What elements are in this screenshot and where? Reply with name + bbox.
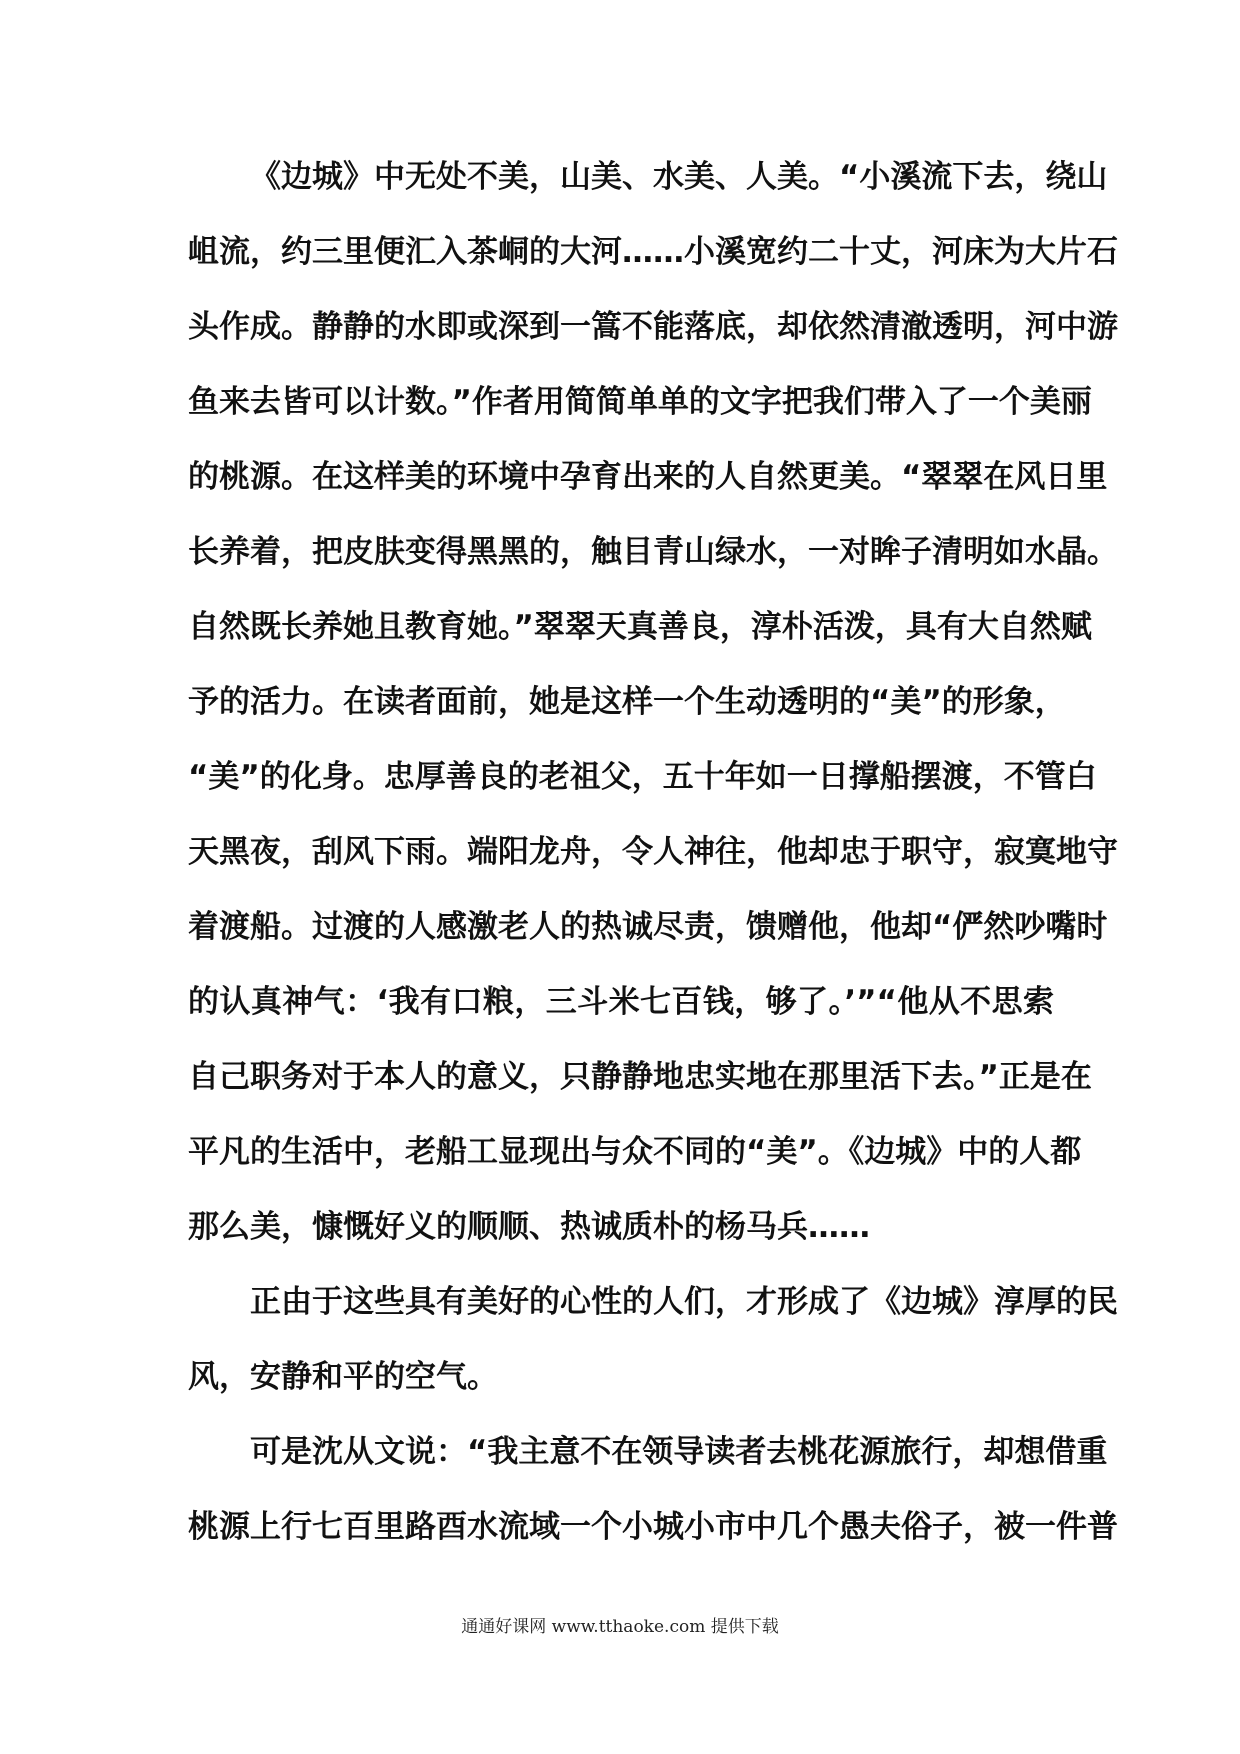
text-line: 天黑夜，刮风下雨。端阳龙舟，令人神往，他却忠于职守，寂寞地守 (188, 834, 1118, 870)
body-text (188, 150, 1118, 1575)
text-line: 风，安静和平的空气。 (188, 1359, 498, 1395)
text-line: 鱼来去皆可以计数。”作者用简简单单的文字把我们带入了一个美丽 (188, 384, 1092, 420)
text-line: 那么美，慷慨好义的顺顺、热诚质朴的杨马兵…… (188, 1209, 870, 1245)
text-line: 自然既长养她且教育她。”翠翠天真善良，淳朴活泼，具有大自然赋 (188, 609, 1092, 645)
text-line: 头作成。静静的水即或深到一篙不能落底，却依然清澈透明，河中游 (188, 309, 1118, 345)
text-line: 桃源上行七百里路酉水流域一个小城小市中几个愚夫俗子，被一件普 (188, 1509, 1118, 1545)
text-line: 可是沈从文说：“我主意不在领导读者去桃花源旅行，却想借重 (250, 1434, 1108, 1470)
text-line: 平凡的生活中，老船工显现出与众不同的“美”。《边城》中的人都 (188, 1134, 1082, 1170)
text-line: “美”的化身。忠厚善良的老祖父，五十年如一日撑船摆渡，不管白 (188, 759, 1097, 795)
text-line: 的桃源。在这样美的环境中孕育出来的人自然更美。“翠翠在风日里 (188, 459, 1108, 495)
text-line: 正由于这些具有美好的心性的人们，才形成了《边城》淳厚的民 (250, 1284, 1118, 1320)
text-line: 《边城》中无处不美，山美、水美、人美。“小溪流下去，绕山 (250, 159, 1108, 195)
text-line: 予的活力。在读者面前，她是这样一个生动透明的“美”的形象， (188, 684, 1066, 720)
page-footer: 通通好课网 www.tthaoke.com 提供下载 (461, 1617, 779, 1637)
text-line: 的认真神气：‘我有口粮，三斗米七百钱，够了。’”“他从不思索 (188, 984, 1054, 1020)
text-line: 着渡船。过渡的人感激老人的热诚尽责，馈赠他，他却“俨然吵嘴时 (188, 909, 1108, 945)
text-line: 长养着，把皮肤变得黑黑的，触目青山绿水，一对眸子清明如水晶。 (188, 534, 1118, 570)
text-line: 自己职务对于本人的意义，只静静地忠实地在那里活下去。”正是在 (188, 1059, 1092, 1095)
text-line: 岨流，约三里便汇入茶峒的大河……小溪宽约二十丈，河床为大片石 (188, 234, 1118, 270)
